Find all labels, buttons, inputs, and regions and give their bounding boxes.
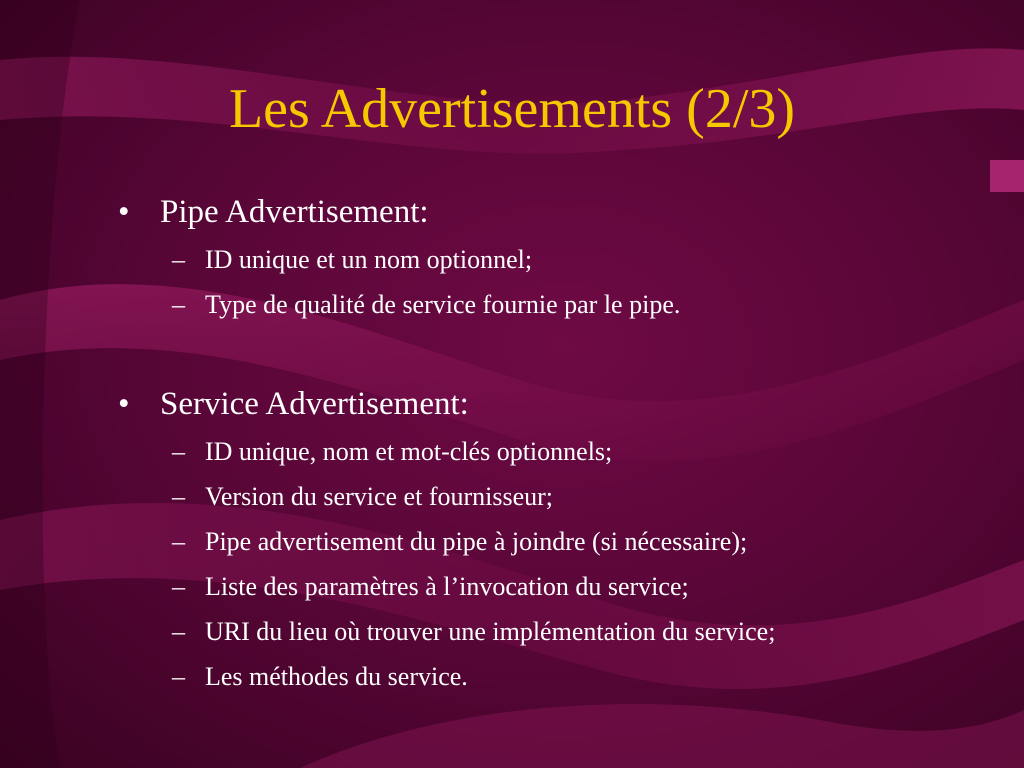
sub-bullet-item (172, 289, 680, 321)
sub-bullet-dash: – (172, 245, 185, 274)
sub-bullet-text: Les méthodes du service. (205, 662, 468, 691)
sub-bullet-dash: – (172, 437, 185, 466)
sub-bullet-text: Liste des paramètres à l’invocation du service; (205, 572, 689, 601)
sub-bullet-item (172, 436, 612, 468)
sub-bullet-text: Pipe advertisement du pipe à joindre (si nécessaire); (205, 527, 748, 556)
sub-bullet-text: ID unique et un nom optionnel; (205, 245, 533, 274)
sub-bullet-dash: – (172, 527, 185, 556)
bullet-heading: Pipe Advertisement: (160, 194, 429, 230)
bullet-dot: • (118, 386, 130, 422)
sub-bullet-text: ID unique, nom et mot-clés optionnels; (205, 437, 613, 466)
bullet-pipe-advertisement (118, 192, 429, 232)
sub-bullet-item (172, 481, 553, 513)
slide-title: Les Advertisements (2/3) (228, 78, 796, 140)
bullet-dot: • (118, 194, 130, 230)
sub-bullet-item (172, 661, 468, 693)
sub-bullet-item (172, 244, 532, 276)
sub-bullet-item (172, 616, 775, 648)
sub-bullet-text: Version du service et fournisseur; (205, 482, 554, 511)
sub-bullet-text: URI du lieu où trouver une implémentation du service; (205, 617, 776, 646)
sub-bullet-item (172, 526, 747, 558)
sub-bullet-dash: – (172, 662, 185, 691)
sub-bullet-dash: – (172, 290, 185, 319)
sub-bullet-item (172, 571, 689, 603)
sub-bullet-text: Type de qualité de service fournie par le pipe. (205, 290, 681, 319)
sub-bullet-dash: – (172, 482, 185, 511)
bullet-service-advertisement (118, 384, 469, 424)
sub-bullet-dash: – (172, 617, 185, 646)
bullet-heading: Service Advertisement: (160, 386, 469, 422)
sub-bullet-dash: – (172, 572, 185, 601)
